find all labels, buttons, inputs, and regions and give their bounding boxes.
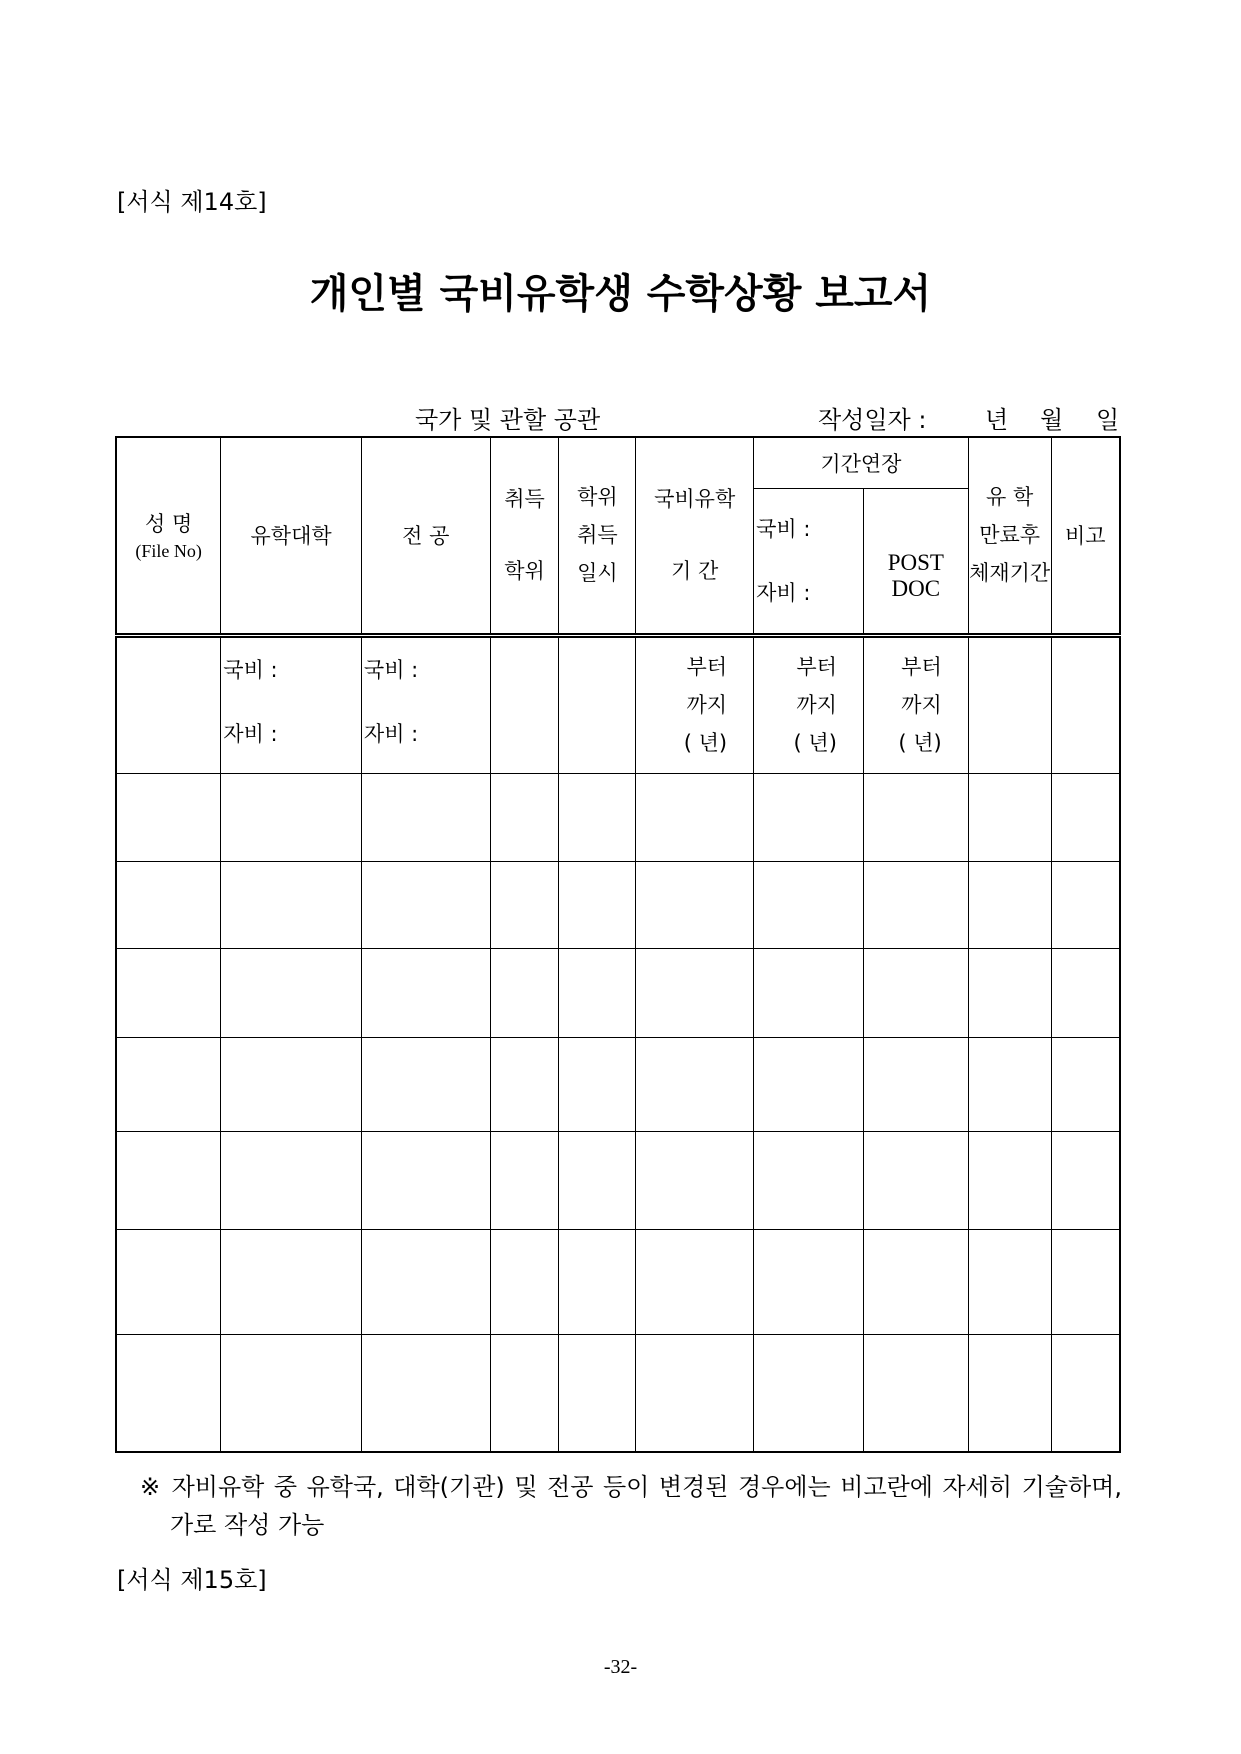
- cell-ext-funding[interactable]: 부터 까지 ( 년): [754, 635, 864, 773]
- cell[interactable]: [863, 1037, 968, 1131]
- cell[interactable]: [636, 1037, 754, 1131]
- cell[interactable]: [968, 1131, 1051, 1229]
- cell[interactable]: [636, 1229, 754, 1334]
- header-degree-date: 학위 취득 일시: [559, 437, 636, 635]
- cell[interactable]: [221, 1229, 362, 1334]
- cell[interactable]: [490, 1131, 559, 1229]
- table-row: [116, 861, 1120, 948]
- table-row: [116, 1229, 1120, 1334]
- cell[interactable]: [636, 861, 754, 948]
- cell[interactable]: [968, 773, 1051, 861]
- header-major: 전 공: [361, 437, 490, 635]
- table-row: [116, 773, 1120, 861]
- cell[interactable]: [116, 773, 221, 861]
- cell[interactable]: [361, 1131, 490, 1229]
- cell[interactable]: [754, 948, 864, 1037]
- header-ext-funding: 국비 : 자비 :: [754, 488, 864, 635]
- page-number: -32-: [603, 1656, 638, 1678]
- cell[interactable]: [221, 1037, 362, 1131]
- cell[interactable]: [968, 861, 1051, 948]
- cell[interactable]: [116, 1131, 221, 1229]
- cell[interactable]: [559, 1037, 636, 1131]
- table-row: [116, 948, 1120, 1037]
- footnote: ※ 자비유학 중 유학국, 대학(기관) 및 전공 등이 변경된 경우에는 비고란에 자세히 기술하며, 가로 작성 가능: [140, 1473, 1122, 1539]
- cell[interactable]: [754, 773, 864, 861]
- cell[interactable]: [754, 1229, 864, 1334]
- cell[interactable]: [1051, 773, 1120, 861]
- cell[interactable]: [361, 948, 490, 1037]
- cell[interactable]: [968, 1229, 1051, 1334]
- cell[interactable]: [221, 1334, 362, 1452]
- cell[interactable]: [863, 1131, 968, 1229]
- cell[interactable]: [754, 1037, 864, 1131]
- cell[interactable]: [361, 1037, 490, 1131]
- cell[interactable]: [490, 861, 559, 948]
- cell[interactable]: [221, 861, 362, 948]
- cell[interactable]: [490, 773, 559, 861]
- cell[interactable]: [221, 773, 362, 861]
- day-label: 일: [1096, 406, 1120, 434]
- cell[interactable]: [636, 1131, 754, 1229]
- cell[interactable]: [116, 1037, 221, 1131]
- cell[interactable]: [559, 948, 636, 1037]
- table-row: [116, 1037, 1120, 1131]
- cell[interactable]: [116, 861, 221, 948]
- cell[interactable]: [754, 1334, 864, 1452]
- cell[interactable]: [863, 1229, 968, 1334]
- cell[interactable]: [968, 1334, 1051, 1452]
- page-title: 개인별 국비유학생 수학상황 보고서: [309, 271, 932, 317]
- cell[interactable]: [1051, 861, 1120, 948]
- header-stay: 유 학 만료후 체재기간: [968, 437, 1051, 635]
- cell[interactable]: [1051, 948, 1120, 1037]
- table-row: [116, 1131, 1120, 1229]
- cell[interactable]: [968, 1037, 1051, 1131]
- cell[interactable]: [116, 1229, 221, 1334]
- cell[interactable]: [221, 948, 362, 1037]
- cell[interactable]: [1051, 635, 1120, 773]
- cell[interactable]: [361, 773, 490, 861]
- cell-period[interactable]: 부터 까지 ( 년): [636, 635, 754, 773]
- cell[interactable]: [1051, 1131, 1120, 1229]
- cell[interactable]: [754, 1131, 864, 1229]
- header-name: 성 명 (File No): [116, 437, 221, 635]
- cell[interactable]: [863, 773, 968, 861]
- cell[interactable]: [116, 948, 221, 1037]
- cell[interactable]: [559, 773, 636, 861]
- date-label: 작성일자 :: [818, 406, 927, 434]
- cell[interactable]: [863, 861, 968, 948]
- cell-postdoc[interactable]: 부터 까지 ( 년): [863, 635, 968, 773]
- header-period: 국비유학 기 간: [636, 437, 754, 635]
- header-remarks: 비고: [1051, 437, 1120, 635]
- cell[interactable]: [636, 773, 754, 861]
- cell[interactable]: [221, 1131, 362, 1229]
- header-university: 유학대학: [221, 437, 362, 635]
- header-degree: 취득 학위: [490, 437, 559, 635]
- cell[interactable]: [754, 861, 864, 948]
- cell-major[interactable]: 국비 : 자비 :: [361, 635, 490, 773]
- cell[interactable]: [559, 635, 636, 773]
- form-number-bottom: [서식 제15호]: [117, 1566, 267, 1594]
- cell[interactable]: [559, 1229, 636, 1334]
- cell[interactable]: [863, 1334, 968, 1452]
- cell[interactable]: [490, 1229, 559, 1334]
- cell[interactable]: [559, 861, 636, 948]
- form-number-top: [서식 제14호]: [117, 188, 267, 216]
- cell[interactable]: [559, 1334, 636, 1452]
- cell[interactable]: [490, 1334, 559, 1452]
- cell[interactable]: [1051, 1037, 1120, 1131]
- cell-university[interactable]: 국비 : 자비 :: [221, 635, 362, 773]
- cell[interactable]: [559, 1131, 636, 1229]
- cell[interactable]: [968, 948, 1051, 1037]
- cell[interactable]: [1051, 1229, 1120, 1334]
- cell[interactable]: [361, 1334, 490, 1452]
- report-table: [115, 436, 1121, 1453]
- cell[interactable]: [636, 948, 754, 1037]
- cell[interactable]: [116, 1334, 221, 1452]
- cell[interactable]: [863, 948, 968, 1037]
- cell[interactable]: [361, 861, 490, 948]
- header-postdoc: POST DOC: [863, 488, 968, 635]
- cell[interactable]: [361, 1229, 490, 1334]
- table-row: [116, 635, 1120, 773]
- header-extension: 기간연장: [754, 437, 969, 488]
- cell[interactable]: [490, 635, 559, 773]
- cell[interactable]: [636, 1334, 754, 1452]
- cell[interactable]: [490, 1037, 559, 1131]
- cell[interactable]: [1051, 1334, 1120, 1452]
- cell[interactable]: [116, 635, 221, 773]
- country-office-label: 국가 및 관할 공관: [415, 406, 601, 434]
- month-label: 월: [1040, 406, 1064, 434]
- cell[interactable]: [490, 948, 559, 1037]
- year-label: 년: [985, 406, 1009, 434]
- cell[interactable]: [968, 635, 1051, 773]
- table-row: [116, 1334, 1120, 1452]
